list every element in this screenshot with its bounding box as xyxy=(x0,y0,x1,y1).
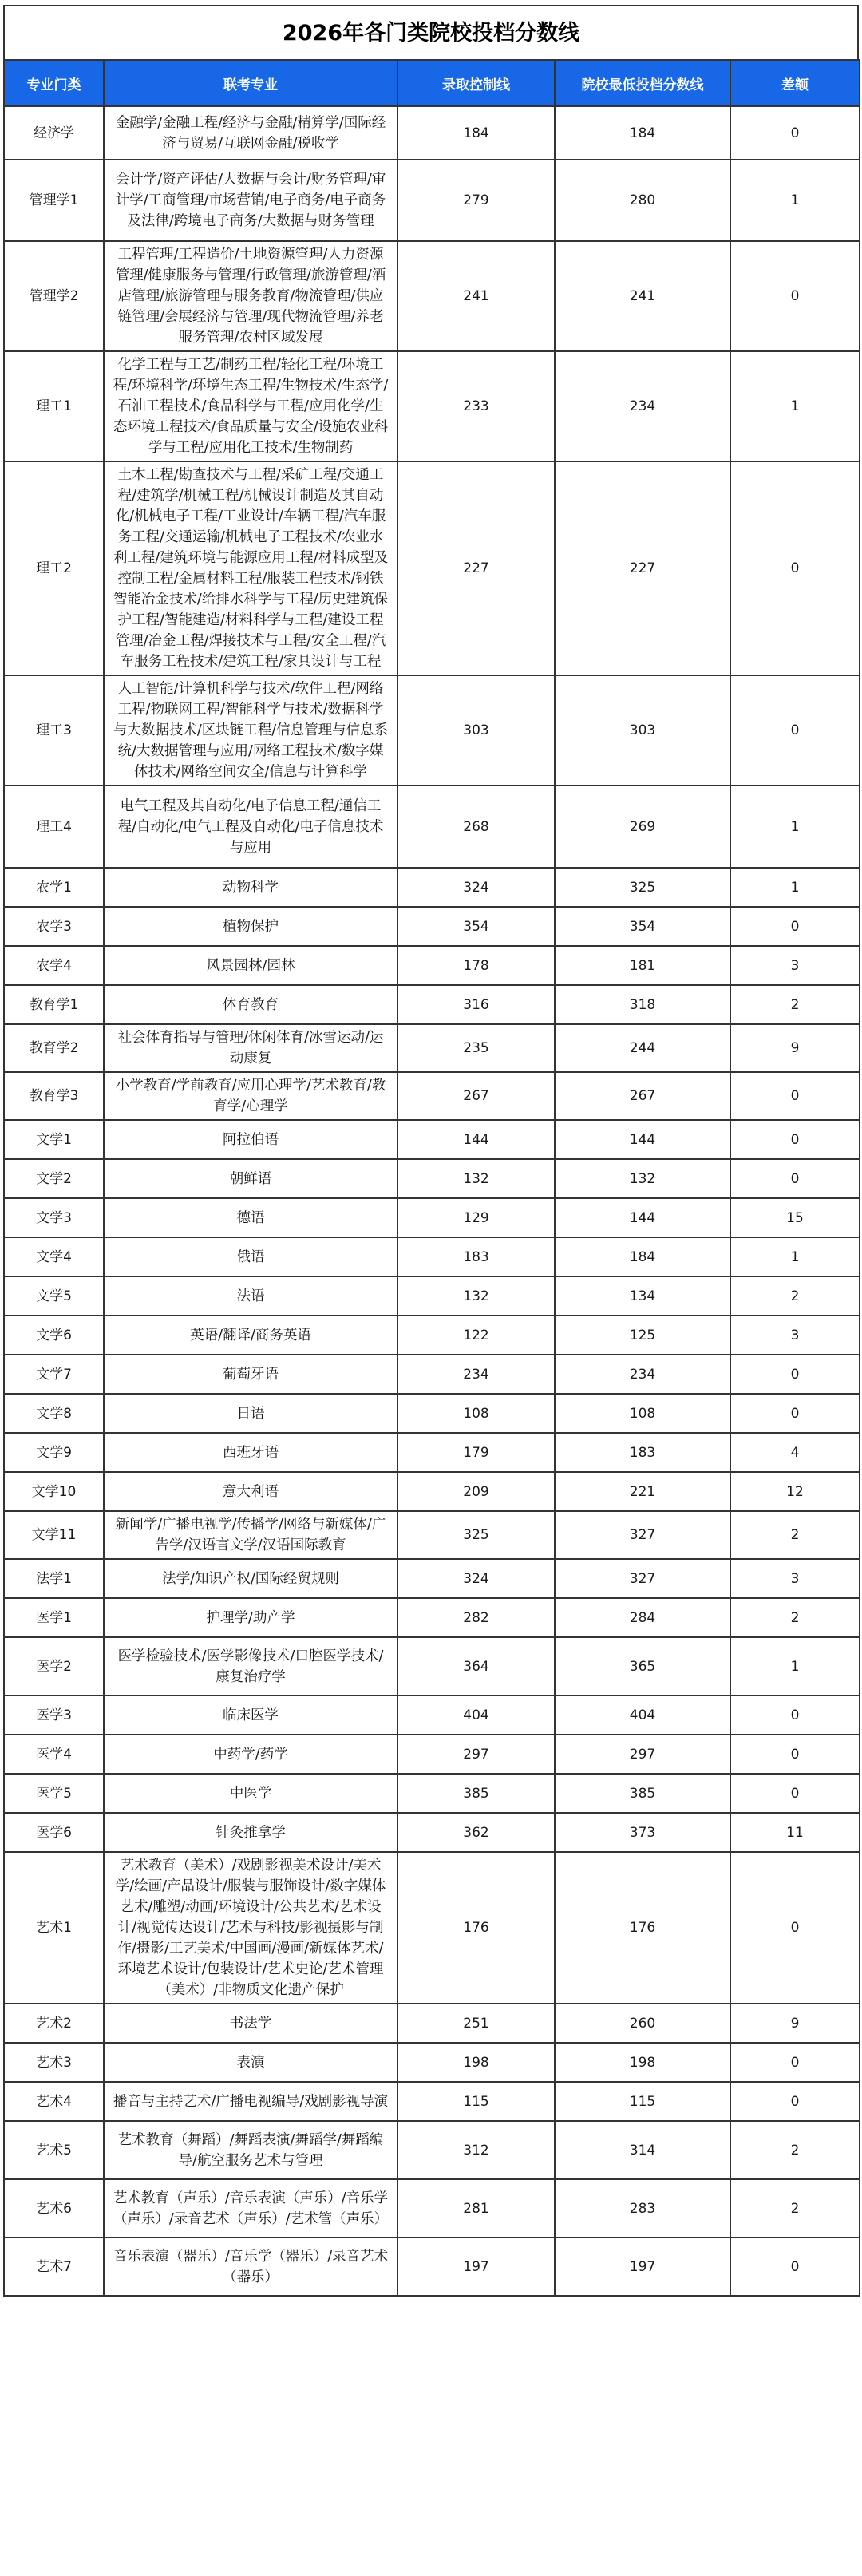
difference-cell: 0 xyxy=(730,2043,860,2082)
category-cell: 艺术4 xyxy=(4,2082,104,2121)
control-line-cell: 227 xyxy=(397,461,555,675)
control-line-cell: 316 xyxy=(397,985,555,1024)
table-row xyxy=(4,946,860,985)
control-line-cell: 364 xyxy=(397,1637,555,1696)
control-line-cell: 279 xyxy=(397,160,555,241)
category-cell: 医学4 xyxy=(4,1735,104,1774)
min-score-cell: 234 xyxy=(555,1355,730,1394)
category-cell: 经济学 xyxy=(4,106,104,160)
difference-cell: 0 xyxy=(730,1852,860,2004)
majors-cell: 艺术教育（舞蹈）/舞蹈表演/舞蹈学/舞蹈编导/航空服务艺术与管理 xyxy=(104,2121,397,2179)
min-score-cell: 125 xyxy=(555,1316,730,1355)
table-row xyxy=(4,907,860,946)
min-score-cell: 404 xyxy=(555,1696,730,1735)
majors-cell: 英语/翻译/商务英语 xyxy=(104,1316,397,1355)
control-line-cell: 179 xyxy=(397,1433,555,1472)
majors-cell: 阿拉伯语 xyxy=(104,1120,397,1159)
control-line-cell: 132 xyxy=(397,1276,555,1316)
difference-cell: 0 xyxy=(730,241,860,351)
control-line-cell: 251 xyxy=(397,2004,555,2043)
table-row xyxy=(4,1735,860,1774)
table-row xyxy=(4,2004,860,2043)
category-cell: 艺术6 xyxy=(4,2179,104,2238)
majors-cell: 日语 xyxy=(104,1394,397,1433)
min-score-cell: 327 xyxy=(555,1559,730,1598)
majors-cell: 会计学/资产评估/大数据与会计/财务管理/审计学/工商管理/市场营销/电子商务/电子商务及法律/跨境电子商务/大数据与财务管理 xyxy=(104,160,397,241)
table-row xyxy=(4,1852,860,2004)
min-score-cell: 325 xyxy=(555,868,730,907)
category-cell: 法学1 xyxy=(4,1559,104,1598)
majors-cell: 艺术教育（声乐）/音乐表演（声乐）/音乐学（声乐）/录音艺术（声乐）/艺术管（声乐） xyxy=(104,2179,397,2238)
table-row xyxy=(4,106,860,160)
table-row xyxy=(4,1355,860,1394)
category-cell: 艺术7 xyxy=(4,2238,104,2296)
control-line-cell: 129 xyxy=(397,1198,555,1237)
majors-cell: 朝鲜语 xyxy=(104,1159,397,1198)
min-score-cell: 115 xyxy=(555,2082,730,2121)
control-line-cell: 197 xyxy=(397,2238,555,2296)
table-row xyxy=(4,351,860,461)
table-row xyxy=(4,985,860,1024)
min-score-cell: 283 xyxy=(555,2179,730,2238)
difference-cell: 9 xyxy=(730,2004,860,2043)
control-line-cell: 178 xyxy=(397,946,555,985)
min-score-cell: 181 xyxy=(555,946,730,985)
majors-cell: 德语 xyxy=(104,1198,397,1237)
category-cell: 理工1 xyxy=(4,351,104,461)
min-score-cell: 244 xyxy=(555,1024,730,1072)
difference-cell: 0 xyxy=(730,461,860,675)
difference-cell: 0 xyxy=(730,106,860,160)
min-score-cell: 269 xyxy=(555,785,730,868)
min-score-cell: 221 xyxy=(555,1472,730,1511)
min-score-cell: 183 xyxy=(555,1433,730,1472)
difference-cell: 9 xyxy=(730,1024,860,1072)
control-line-cell: 297 xyxy=(397,1735,555,1774)
min-score-cell: 241 xyxy=(555,241,730,351)
majors-cell: 艺术教育（美术）/戏剧影视美术设计/美术学/绘画/产品设计/服装与服饰设计/数字媒体艺术/雕塑/动画/环境设计/公共艺术/艺术设计/视觉传达设计/艺术与科技/影视摄影与制作/摄影/工艺美术/中国画/漫画/新媒体艺术/环境艺术设计/包装设计/艺术史论/艺术管理（美术）/非物质文化遗产保护 xyxy=(104,1852,397,2004)
difference-cell: 4 xyxy=(730,1433,860,1472)
control-line-cell: 235 xyxy=(397,1024,555,1072)
category-cell: 文学11 xyxy=(4,1511,104,1559)
min-score-cell: 354 xyxy=(555,907,730,946)
control-line-cell: 385 xyxy=(397,1774,555,1813)
control-line-cell: 281 xyxy=(397,2179,555,2238)
min-score-cell: 280 xyxy=(555,160,730,241)
control-line-cell: 354 xyxy=(397,907,555,946)
control-line-cell: 184 xyxy=(397,106,555,160)
control-line-cell: 234 xyxy=(397,1355,555,1394)
table-row xyxy=(4,785,860,868)
table-row xyxy=(4,1316,860,1355)
control-line-cell: 303 xyxy=(397,675,555,785)
majors-cell: 小学教育/学前教育/应用心理学/艺术教育/教育学/心理学 xyxy=(104,1072,397,1120)
majors-cell: 中药学/药学 xyxy=(104,1735,397,1774)
min-score-cell: 176 xyxy=(555,1852,730,2004)
majors-cell: 意大利语 xyxy=(104,1472,397,1511)
table-row xyxy=(4,1276,860,1316)
table-row xyxy=(4,2043,860,2082)
min-score-cell: 184 xyxy=(555,1237,730,1276)
category-cell: 医学2 xyxy=(4,1637,104,1696)
majors-cell: 西班牙语 xyxy=(104,1433,397,1472)
difference-cell: 0 xyxy=(730,675,860,785)
control-line-cell: 362 xyxy=(397,1813,555,1852)
category-cell: 文学1 xyxy=(4,1120,104,1159)
category-cell: 文学5 xyxy=(4,1276,104,1316)
difference-cell: 2 xyxy=(730,985,860,1024)
control-line-cell: 267 xyxy=(397,1072,555,1120)
majors-cell: 体育教育 xyxy=(104,985,397,1024)
category-cell: 教育学1 xyxy=(4,985,104,1024)
majors-cell: 临床医学 xyxy=(104,1696,397,1735)
control-line-cell: 132 xyxy=(397,1159,555,1198)
difference-cell: 0 xyxy=(730,2082,860,2121)
table-body xyxy=(4,106,860,2296)
score-table xyxy=(3,59,860,2297)
majors-cell: 播音与主持艺术/广播电视编导/戏剧影视导演 xyxy=(104,2082,397,2121)
min-score-cell: 144 xyxy=(555,1120,730,1159)
table-row xyxy=(4,2179,860,2238)
category-cell: 理工3 xyxy=(4,675,104,785)
difference-cell: 0 xyxy=(730,907,860,946)
table-row xyxy=(4,1120,860,1159)
majors-cell: 音乐表演（器乐）/音乐学（器乐）/录音艺术（器乐） xyxy=(104,2238,397,2296)
majors-cell: 护理学/助产学 xyxy=(104,1598,397,1637)
category-cell: 农学1 xyxy=(4,868,104,907)
category-cell: 理工4 xyxy=(4,785,104,868)
min-score-cell: 297 xyxy=(555,1735,730,1774)
difference-cell: 11 xyxy=(730,1813,860,1852)
min-score-cell: 197 xyxy=(555,2238,730,2296)
category-cell: 文学8 xyxy=(4,1394,104,1433)
category-cell: 医学1 xyxy=(4,1598,104,1637)
min-score-cell: 303 xyxy=(555,675,730,785)
table-row xyxy=(4,1774,860,1813)
difference-cell: 1 xyxy=(730,160,860,241)
control-line-cell: 268 xyxy=(397,785,555,868)
majors-cell: 法语 xyxy=(104,1276,397,1316)
control-line-cell: 324 xyxy=(397,868,555,907)
difference-cell: 12 xyxy=(730,1472,860,1511)
table-row xyxy=(4,675,860,785)
majors-cell: 动物科学 xyxy=(104,868,397,907)
majors-cell: 俄语 xyxy=(104,1237,397,1276)
table-row xyxy=(4,1637,860,1696)
majors-cell: 中医学 xyxy=(104,1774,397,1813)
table-header xyxy=(4,60,860,106)
table-row xyxy=(4,2082,860,2121)
category-cell: 艺术5 xyxy=(4,2121,104,2179)
min-score-cell: 267 xyxy=(555,1072,730,1120)
min-score-cell: 132 xyxy=(555,1159,730,1198)
table-row xyxy=(4,1394,860,1433)
majors-cell: 植物保护 xyxy=(104,907,397,946)
difference-cell: 0 xyxy=(730,2238,860,2296)
category-cell: 医学6 xyxy=(4,1813,104,1852)
difference-cell: 0 xyxy=(730,1120,860,1159)
min-score-cell: 327 xyxy=(555,1511,730,1559)
category-cell: 教育学2 xyxy=(4,1024,104,1072)
control-line-cell: 209 xyxy=(397,1472,555,1511)
majors-cell: 电气工程及其自动化/电子信息工程/通信工程/自动化/电气工程及自动化/电子信息技术与应用 xyxy=(104,785,397,868)
majors-cell: 法学/知识产权/国际经贸规则 xyxy=(104,1559,397,1598)
min-score-cell: 108 xyxy=(555,1394,730,1433)
category-cell: 管理学1 xyxy=(4,160,104,241)
difference-cell: 1 xyxy=(730,351,860,461)
difference-cell: 3 xyxy=(730,1559,860,1598)
majors-cell: 人工智能/计算机科学与技术/软件工程/网络工程/物联网工程/智能科学与技术/数据科学与大数据技术/区块链工程/信息管理与信息系统/大数据管理与应用/网络工程技术/数字媒体技术/网络空间安全/信息与计算科学 xyxy=(104,675,397,785)
majors-cell: 风景园林/园林 xyxy=(104,946,397,985)
header-row xyxy=(4,60,860,106)
table-row xyxy=(4,1433,860,1472)
table-row xyxy=(4,1696,860,1735)
table-row xyxy=(4,868,860,907)
category-cell: 理工2 xyxy=(4,461,104,675)
table-row xyxy=(4,461,860,675)
min-score-cell: 184 xyxy=(555,106,730,160)
difference-cell: 2 xyxy=(730,2121,860,2179)
difference-cell: 1 xyxy=(730,785,860,868)
difference-cell: 0 xyxy=(730,1735,860,1774)
category-cell: 文学7 xyxy=(4,1355,104,1394)
column-header-control-line: 录取控制线 xyxy=(397,60,555,106)
category-cell: 文学6 xyxy=(4,1316,104,1355)
majors-cell: 新闻学/广播电视学/传播学/网络与新媒体/广告学/汉语言文学/汉语国际教育 xyxy=(104,1511,397,1559)
difference-cell: 1 xyxy=(730,868,860,907)
majors-cell: 社会体育指导与管理/休闲体育/冰雪运动/运动康复 xyxy=(104,1024,397,1072)
category-cell: 文学9 xyxy=(4,1433,104,1472)
difference-cell: 2 xyxy=(730,1511,860,1559)
min-score-cell: 318 xyxy=(555,985,730,1024)
category-cell: 文学4 xyxy=(4,1237,104,1276)
min-score-cell: 365 xyxy=(555,1637,730,1696)
column-header-difference: 差额 xyxy=(730,60,860,106)
category-cell: 文学2 xyxy=(4,1159,104,1198)
difference-cell: 1 xyxy=(730,1637,860,1696)
min-score-cell: 385 xyxy=(555,1774,730,1813)
difference-cell: 0 xyxy=(730,1774,860,1813)
category-cell: 艺术2 xyxy=(4,2004,104,2043)
control-line-cell: 198 xyxy=(397,2043,555,2082)
majors-cell: 书法学 xyxy=(104,2004,397,2043)
difference-cell: 15 xyxy=(730,1198,860,1237)
difference-cell: 2 xyxy=(730,1276,860,1316)
table-row xyxy=(4,1511,860,1559)
majors-cell: 医学检验技术/医学影像技术/口腔医学技术/康复治疗学 xyxy=(104,1637,397,1696)
majors-cell: 表演 xyxy=(104,2043,397,2082)
majors-cell: 针灸推拿学 xyxy=(104,1813,397,1852)
control-line-cell: 176 xyxy=(397,1852,555,2004)
min-score-cell: 134 xyxy=(555,1276,730,1316)
difference-cell: 0 xyxy=(730,1696,860,1735)
min-score-cell: 260 xyxy=(555,2004,730,2043)
category-cell: 艺术1 xyxy=(4,1852,104,2004)
category-cell: 教育学3 xyxy=(4,1072,104,1120)
table-row xyxy=(4,1598,860,1637)
table-row xyxy=(4,1472,860,1511)
min-score-cell: 373 xyxy=(555,1813,730,1852)
column-header-majors: 联考专业 xyxy=(104,60,397,106)
difference-cell: 0 xyxy=(730,1394,860,1433)
category-cell: 文学3 xyxy=(4,1198,104,1237)
control-line-cell: 122 xyxy=(397,1316,555,1355)
table-row xyxy=(4,1072,860,1120)
control-line-cell: 233 xyxy=(397,351,555,461)
control-line-cell: 183 xyxy=(397,1237,555,1276)
table-row xyxy=(4,241,860,351)
control-line-cell: 115 xyxy=(397,2082,555,2121)
table-row xyxy=(4,1024,860,1072)
table-row xyxy=(4,1813,860,1852)
min-score-cell: 284 xyxy=(555,1598,730,1637)
table-row xyxy=(4,160,860,241)
difference-cell: 2 xyxy=(730,1598,860,1637)
table-row xyxy=(4,1159,860,1198)
category-cell: 医学5 xyxy=(4,1774,104,1813)
majors-cell: 工程管理/工程造价/土地资源管理/人力资源管理/健康服务与管理/行政管理/旅游管理/酒店管理/旅游管理与服务教育/物流管理/供应链管理/会展经济与管理/现代物流管理/养老服务管理/农村区域发展 xyxy=(104,241,397,351)
category-cell: 农学4 xyxy=(4,946,104,985)
min-score-cell: 234 xyxy=(555,351,730,461)
table-row xyxy=(4,1559,860,1598)
control-line-cell: 325 xyxy=(397,1511,555,1559)
majors-cell: 金融学/金融工程/经济与金融/精算学/国际经济与贸易/互联网金融/税收学 xyxy=(104,106,397,160)
table-row xyxy=(4,1198,860,1237)
table-row xyxy=(4,2238,860,2296)
control-line-cell: 241 xyxy=(397,241,555,351)
difference-cell: 3 xyxy=(730,946,860,985)
min-score-cell: 314 xyxy=(555,2121,730,2179)
difference-cell: 2 xyxy=(730,2179,860,2238)
difference-cell: 3 xyxy=(730,1316,860,1355)
category-cell: 管理学2 xyxy=(4,241,104,351)
control-line-cell: 108 xyxy=(397,1394,555,1433)
difference-cell: 1 xyxy=(730,1237,860,1276)
difference-cell: 0 xyxy=(730,1355,860,1394)
table-row xyxy=(4,1237,860,1276)
min-score-cell: 227 xyxy=(555,461,730,675)
column-header-min-score: 院校最低投档分数线 xyxy=(555,60,730,106)
majors-cell: 化学工程与工艺/制药工程/轻化工程/环境工程/环境科学/环境生态工程/生物技术/生态学/石油工程技术/食品科学与工程/应用化学/生态环境工程技术/食品质量与安全/设施农业科学与工程/应用化工技术/生物制药 xyxy=(104,351,397,461)
control-line-cell: 282 xyxy=(397,1598,555,1637)
min-score-cell: 198 xyxy=(555,2043,730,2082)
table-row xyxy=(4,2121,860,2179)
category-cell: 文学10 xyxy=(4,1472,104,1511)
difference-cell: 0 xyxy=(730,1072,860,1120)
category-cell: 医学3 xyxy=(4,1696,104,1735)
category-cell: 农学3 xyxy=(4,907,104,946)
majors-cell: 土木工程/勘查技术与工程/采矿工程/交通工程/建筑学/机械工程/机械设计制造及其自动化/机械电子工程/工业设计/车辆工程/汽车服务工程/交通运输/机械电子工程技术/农业水利工程/建筑环境与能源应用工程/材料成型及控制工程/金属材料工程/服装工程技术/钢铁智能冶金技术/给排水科学与工程/历史建筑保护工程/智能建造/材料科学与工程/建设工程管理/冶金工程/焊接技术与工程/安全工程/汽车服务工程技术/建筑工程/家具设计与工程 xyxy=(104,461,397,675)
category-cell: 艺术3 xyxy=(4,2043,104,2082)
control-line-cell: 144 xyxy=(397,1120,555,1159)
control-line-cell: 312 xyxy=(397,2121,555,2179)
difference-cell: 0 xyxy=(730,1159,860,1198)
majors-cell: 葡萄牙语 xyxy=(104,1355,397,1394)
control-line-cell: 404 xyxy=(397,1696,555,1735)
column-header-category: 专业门类 xyxy=(4,60,104,106)
min-score-cell: 144 xyxy=(555,1198,730,1237)
control-line-cell: 324 xyxy=(397,1559,555,1598)
page-title: 2026年各门类院校投档分数线 xyxy=(3,5,859,59)
